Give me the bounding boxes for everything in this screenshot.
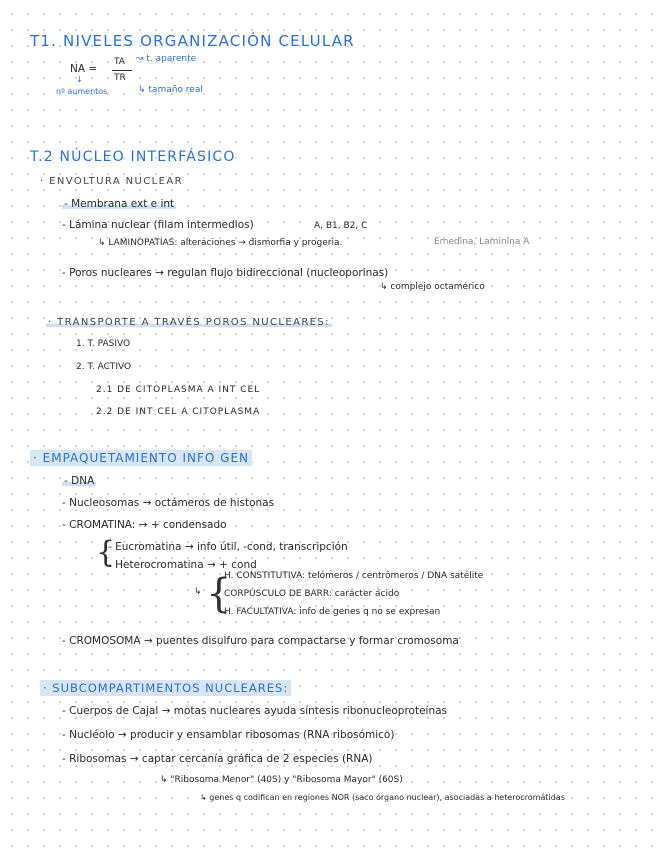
formula-note-real: ↳ tamaño real	[138, 85, 203, 95]
heading-transporte-text: · TRANSPORTE A TRAVÉS POROS NUCLEARES:	[48, 317, 330, 328]
item-dna-text: - DNA	[64, 475, 95, 487]
formula-numerator: TA	[114, 57, 125, 67]
brace-cromatina: {	[96, 535, 116, 570]
item-heterocromatina: - Heterocromatina → + cond	[108, 559, 257, 571]
item-cromatina: - CROMATINA: → + condensado	[62, 519, 227, 531]
item-membrana-text: - Membrana ext e int	[64, 198, 175, 210]
item-complejo: ↳ complejo octamérico	[380, 282, 485, 292]
item-h-constitutiva: H. CONSTITUTIVA: telómeros / centrómeros / DNA satélite	[224, 571, 484, 581]
formula-note-aumentos: nº aumentos	[56, 87, 108, 96]
transporte-item-1: 1. T. PASIVO	[76, 339, 131, 349]
section-title-subcompartimentos-text: · SUBCOMPARTIMENTOS NUCLEARES:	[40, 680, 291, 696]
item-eucromatina: - Eucromatina → info útil, -cond, transcripción	[108, 541, 348, 553]
transporte-item-2-2: 2.2 DE INT CEL A CITOPLASMA	[96, 407, 261, 417]
item-corpusculo-barr: CORPÚSCULO DE BARR: carácter ácido	[224, 589, 400, 599]
transporte-item-2-1: 2.1 DE CITOPLASMA A INT CEL	[96, 385, 261, 395]
item-lamina: - Lámina nuclear (filam intermedios)	[62, 219, 254, 231]
section-title-t1: T1. NIVELES ORGANIZACIÓN CELULAR	[30, 32, 355, 50]
formula-lhs: NA =	[70, 63, 98, 75]
section-title-empaquetamiento	[30, 452, 252, 464]
item-ribosomas: - Ribosomas → captar cercanía gráfica de 2 especies (RNA)	[62, 753, 373, 765]
fraction-bar	[112, 70, 132, 71]
arrow-hook-icon: ↳	[194, 587, 202, 597]
arrow-down-icon: ↓	[76, 75, 83, 84]
item-laminopatias: ↳ LAMINOPATÍAS: alteraciones → dismorfia y progeria.	[98, 238, 343, 248]
formula-denominator: TR	[114, 73, 126, 83]
item-h-facultativa: H. FACULTATIVA: info de genes q no se expresan	[224, 607, 441, 617]
laminopatias-note: Emedina, Laminina A	[434, 237, 530, 247]
item-membrana	[62, 199, 176, 210]
item-genes-nor: ↳ genes q codifican en regiones NOR (saco órgano nuclear), asociadas a heterocromátidas	[200, 793, 565, 802]
item-ribosoma-subunidades: ↳ "Ribosoma Menor" (40S) y "Ribosoma Mayor" (60S)	[160, 775, 403, 785]
item-nucleolo: - Nucléolo → producir y ensamblar ribosomas (RNA ribosómico)	[62, 729, 395, 741]
item-poros: - Poros nucleares → regulan flujo bidireccional (nucleoporinas)	[62, 267, 389, 279]
lamina-types: A, B1, B2, C	[314, 221, 368, 231]
item-cuerpos-cajal: - Cuerpos de Cajal → motas nucleares ayuda síntesis ribonucleoproteínas	[62, 705, 448, 717]
item-dna	[62, 476, 96, 487]
section-title-empaquetamiento-text: · EMPAQUETAMIENTO INFO GEN	[30, 450, 252, 466]
heading-transporte	[46, 318, 332, 328]
section-title-t2: T.2 NÚCLEO INTERFÁSICO	[30, 149, 236, 165]
section-title-subcompartimentos	[40, 683, 291, 695]
formula-note-aparente: ↝ t. aparente	[136, 54, 197, 64]
brace-heterocromatina: {	[206, 571, 232, 617]
item-nucleosomas: - Nucleosomas → octámeros de histonas	[62, 497, 275, 509]
heading-envoltura: · ENVOLTURA NUCLEAR	[40, 176, 183, 187]
transporte-item-2: 2. T. ACTIVO	[76, 362, 132, 372]
item-cromosoma: - CROMOSOMA → puentes disulfuro para compactarse y formar cromosoma	[62, 635, 459, 647]
